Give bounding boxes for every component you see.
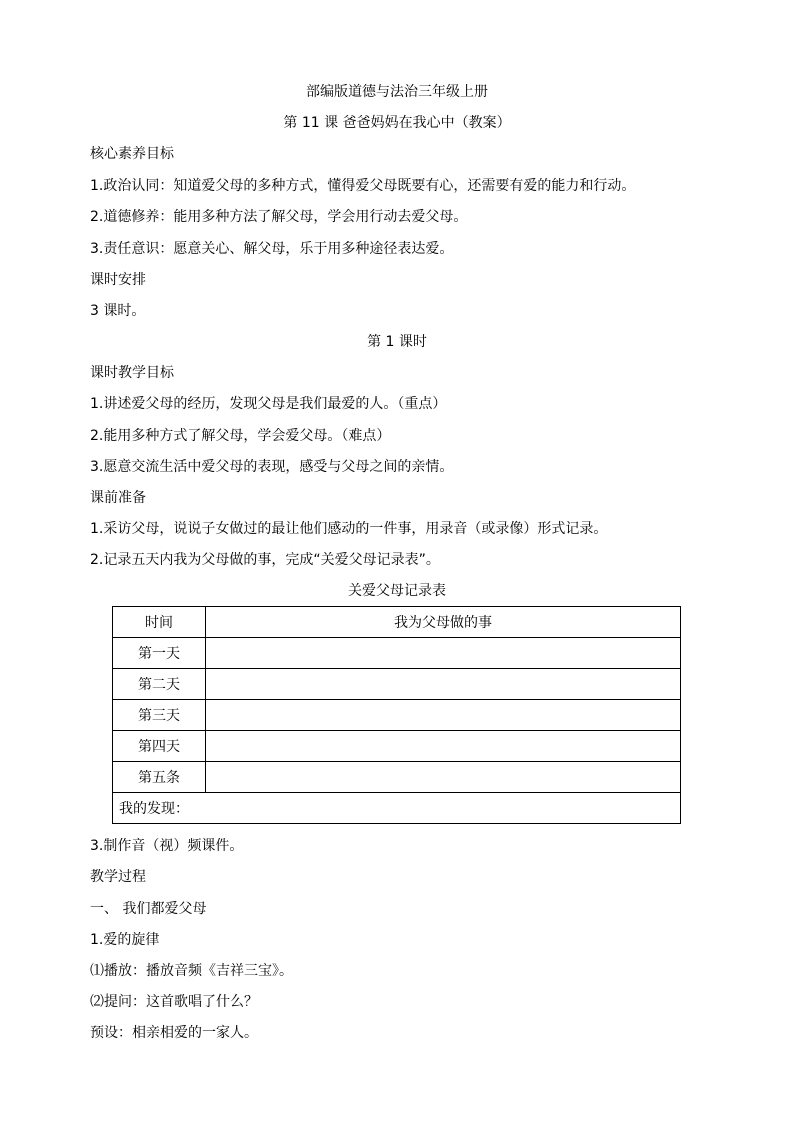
table-header-row xyxy=(113,607,681,638)
table-cell-empty xyxy=(206,638,681,669)
schedule-text: 3 课时。 xyxy=(90,303,146,319)
table-row-label: 第三天 xyxy=(113,700,206,731)
section-heading-core: 核心素养目标 xyxy=(90,146,174,162)
prep-item-3: 3.制作音（视）频课件。 xyxy=(90,838,244,854)
document-subtitle: 第 11 课 爸爸妈妈在我心中（教案） xyxy=(283,115,511,131)
document-title: 部编版道德与法治三年级上册 xyxy=(306,84,488,100)
core-item-3: 3.责任意识：愿意关心、解父母，乐于用多种途径表达爱。 xyxy=(90,241,454,257)
table-row xyxy=(113,669,681,700)
table-row xyxy=(113,731,681,762)
table-cell-empty xyxy=(206,669,681,700)
table-row xyxy=(113,762,681,793)
table-row-label: 第二天 xyxy=(113,669,206,700)
table-header-cell: 时间 xyxy=(113,607,206,638)
table-cell-empty xyxy=(206,731,681,762)
goal-item-1: 1.讲述爱父母的经历，发现父母是我们最爱的人。（重点） xyxy=(90,396,447,412)
step-2: ⑵提问：这首歌唱了什么？ xyxy=(90,994,258,1010)
section-heading-process: 教学过程 xyxy=(90,869,146,885)
section-heading-schedule: 课时安排 xyxy=(90,272,146,288)
record-table xyxy=(112,606,681,824)
table-cell-empty xyxy=(206,762,681,793)
goal-item-2: 2.能用多种方式了解父母，学会爱父母。（难点） xyxy=(90,428,391,444)
table-row-label: 第四天 xyxy=(113,731,206,762)
goal-item-3: 3.愿意交流生活中爱父母的表现，感受与父母之间的亲情。 xyxy=(90,459,454,475)
section-heading-prep: 课前准备 xyxy=(90,490,146,506)
table-row xyxy=(113,700,681,731)
prep-item-1: 1.采访父母，说说子女做过的最让他们感动的一件事，用录音（或录像）形式记录。 xyxy=(90,521,608,537)
part-heading-1: 一、 我们都爱父母 xyxy=(90,901,207,917)
table-cell-empty xyxy=(206,700,681,731)
table-row xyxy=(113,638,681,669)
table-row-label: 第五条 xyxy=(113,762,206,793)
table-caption: 关爱父母记录表 xyxy=(348,583,446,599)
table-header-cell: 我为父母做的事 xyxy=(206,607,681,638)
lesson-heading: 第 1 课时 xyxy=(367,334,427,350)
table-row-label: 第一天 xyxy=(113,638,206,669)
section-heading-goals: 课时教学目标 xyxy=(90,365,174,381)
step-1: ⑴播放：播放音频《吉祥三宝》。 xyxy=(90,963,293,979)
prep-item-2: 2.记录五天内我为父母做的事，完成“关爱父母记录表”。 xyxy=(90,552,440,568)
sub-heading-1: 1.爱的旋律 xyxy=(90,932,160,948)
table-footer: 我的发现： xyxy=(113,793,681,824)
core-item-2: 2.道德修养：能用多种方法了解父母，学会用行动去爱父母。 xyxy=(90,209,468,225)
preset-answer: 预设：相亲相爱的一家人。 xyxy=(90,1025,258,1041)
core-item-1: 1.政治认同：知道爱父母的多种方式，懂得爱父母既要有心，还需要有爱的能力和行动。 xyxy=(90,178,636,194)
table-footer-row xyxy=(113,793,681,824)
